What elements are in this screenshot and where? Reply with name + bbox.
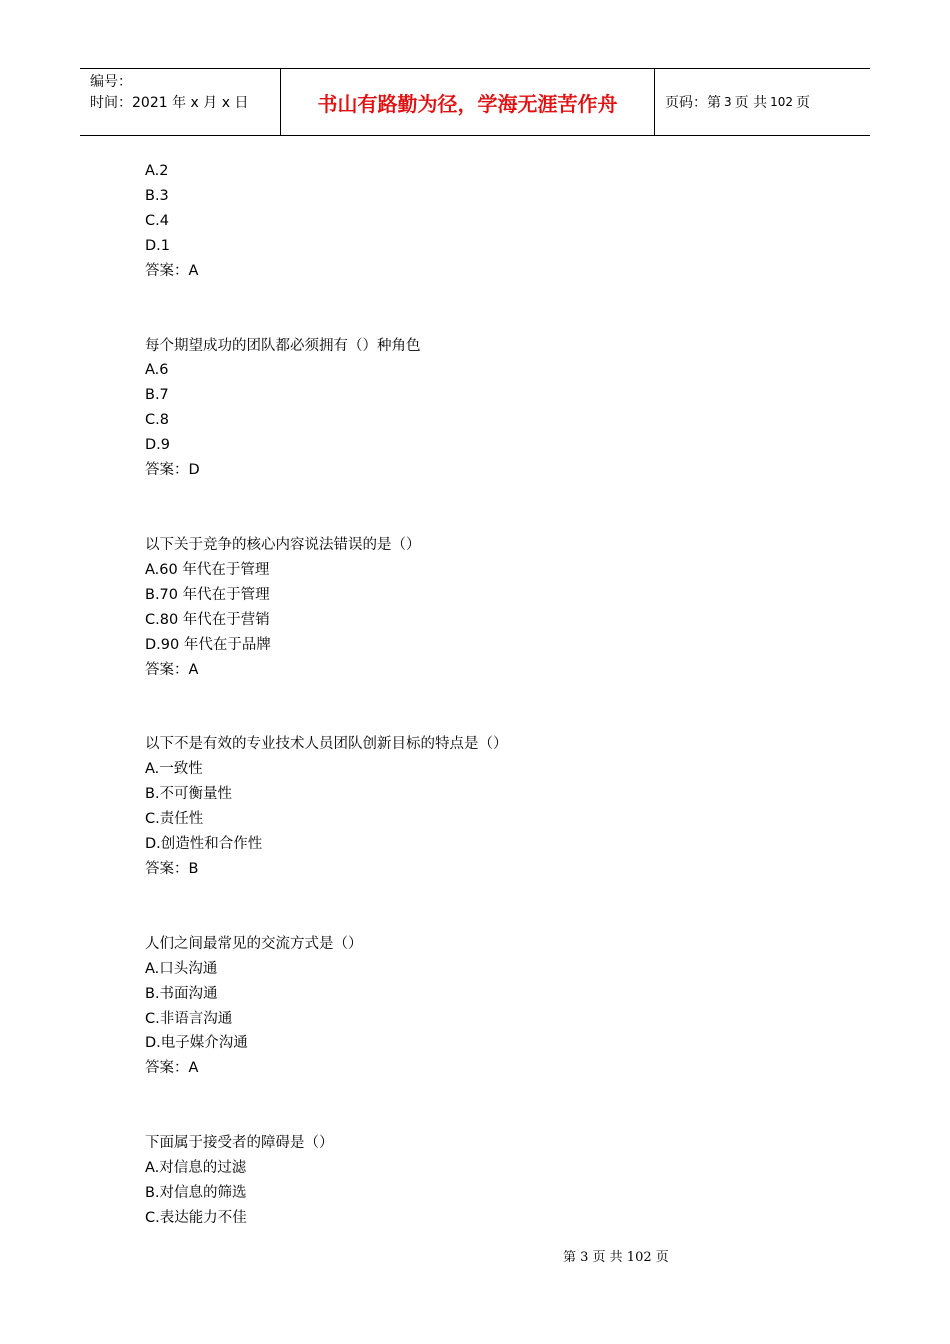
question-title: 以下不是有效的专业技术人员团队创新目标的特点是（）: [145, 736, 508, 753]
answer: 答案：A: [145, 262, 199, 279]
option: C.非语言沟通: [145, 1010, 233, 1027]
option: D.电子媒介沟通: [145, 1035, 248, 1052]
option: D.9: [145, 437, 170, 454]
question-2: [145, 334, 845, 483]
option: B.书面沟通: [145, 985, 218, 1002]
page-suffix: 页: [796, 95, 810, 111]
option: C.4: [145, 212, 169, 229]
answer: 答案：B: [145, 860, 199, 877]
page-prefix: 页码：第: [665, 95, 721, 111]
option: B.3: [145, 187, 169, 204]
question-title: 以下关于竞争的核心内容说法错误的是（）: [145, 536, 421, 553]
question-5: [145, 932, 845, 1081]
question-title: 人们之间最常见的交流方式是（）: [145, 935, 363, 952]
header-motto: 书山有路勤为径，学海无涯苦作舟: [281, 69, 655, 135]
option: B.70 年代在于管理: [145, 586, 270, 603]
option: C.责任性: [145, 811, 204, 828]
option: A.60 年代在于管理: [145, 561, 270, 578]
page-total: 102: [770, 95, 793, 109]
question-3: [145, 533, 845, 682]
option: B.不可衡量性: [145, 786, 233, 803]
header-page-number: [655, 69, 870, 135]
number-label: 编号：: [90, 74, 132, 90]
option: B.对信息的筛选: [145, 1185, 247, 1202]
option: C.8: [145, 412, 169, 429]
date-line: 时间：2021 年 x 月 x 日: [90, 95, 249, 111]
option: B.7: [145, 387, 169, 404]
question-1: [145, 159, 845, 284]
page-current: 3: [724, 95, 732, 109]
footer-page-number: 第 3 页 共 102 页: [563, 1250, 669, 1265]
option: D.创造性和合作性: [145, 836, 263, 853]
question-4: [145, 732, 845, 881]
option: A.口头沟通: [145, 960, 218, 977]
answer: 答案：D: [145, 462, 200, 479]
page-mid: 页 共: [734, 95, 768, 111]
question-6: [145, 1131, 845, 1231]
option: C.表达能力不佳: [145, 1210, 247, 1226]
option: A.对信息的过滤: [145, 1160, 247, 1177]
option: D.90 年代在于品牌: [145, 636, 271, 653]
option: A.2: [145, 163, 169, 179]
answer: 答案：A: [145, 661, 199, 678]
question-list: [145, 159, 845, 1231]
option: A.6: [145, 362, 169, 379]
answer: 答案：A: [145, 1060, 199, 1077]
option: C.80 年代在于营销: [145, 611, 270, 628]
option: D.1: [145, 237, 170, 254]
question-title: 下面属于接受者的障碍是（）: [145, 1135, 334, 1152]
page-header: [80, 68, 870, 136]
question-title: 每个期望成功的团队都必须拥有（）种角色: [145, 337, 421, 354]
option: A.一致性: [145, 761, 203, 778]
header-info: [80, 69, 281, 135]
